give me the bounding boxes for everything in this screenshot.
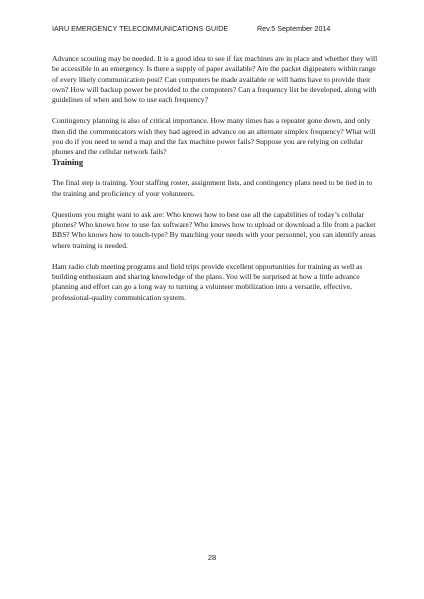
paragraph-final-step: The final step is training. Your staffing roster, assignment lists, and contingency plans need to be tied in to the training and proficiency of your volunteers. [52, 178, 373, 198]
page-number: 28 [207, 553, 217, 562]
header-revision: Rev.5 September 2014 [257, 25, 331, 33]
paragraph-questions: Questions you might want to ask are: Who knows how to best use all the capabilities of today’s cellular phones? Who knows how to use fax software? Who knows how to upload or download a file from a packet BBS? Who knows how to touch-type? By matching your needs with your personnel, you can identify areas where training is needed. [52, 209, 376, 250]
paragraph-contingency-planning: Contingency planning is also of critical importance. How many times has a repeater gone down, and only then did the communicators wish they had agreed in advance on an alternate simplex frequency? What will you do if you need to send a map and the fax machine power fails? Suppose you are relying on cellular phones and the cellular network fails? [52, 116, 376, 157]
page-footer [0, 553, 424, 562]
document-body [52, 54, 378, 314]
paragraph-advance-scouting: Advance scouting may be needed. It is a good idea to see if fax machines are in place and whether they will be accessible in an emergency. Is there a supply of paper available? Are the packet digipeaters within range of every likely communication post? Can computers be made available or will hams have to provide their own? How will backup power be provided to the computers? Can a frequency list be developed, along with guidelines of when and how to use each frequency? [52, 54, 378, 105]
paragraph-club-programs: Ham radio club meeting programs and field trips provide excellent opportunities for training as well as building enthusiasm and sharing knowledge of the plans. You will be surprised at how a little advance planning and effort can go a long way to turning a volunteer mobilization into a versatile, effective, professional-quality communication system. [52, 261, 363, 302]
header-title: IARU EMERGENCY TELECOMMUNICATIONS GUIDE [52, 25, 229, 33]
section-heading-training: Training [52, 157, 84, 167]
